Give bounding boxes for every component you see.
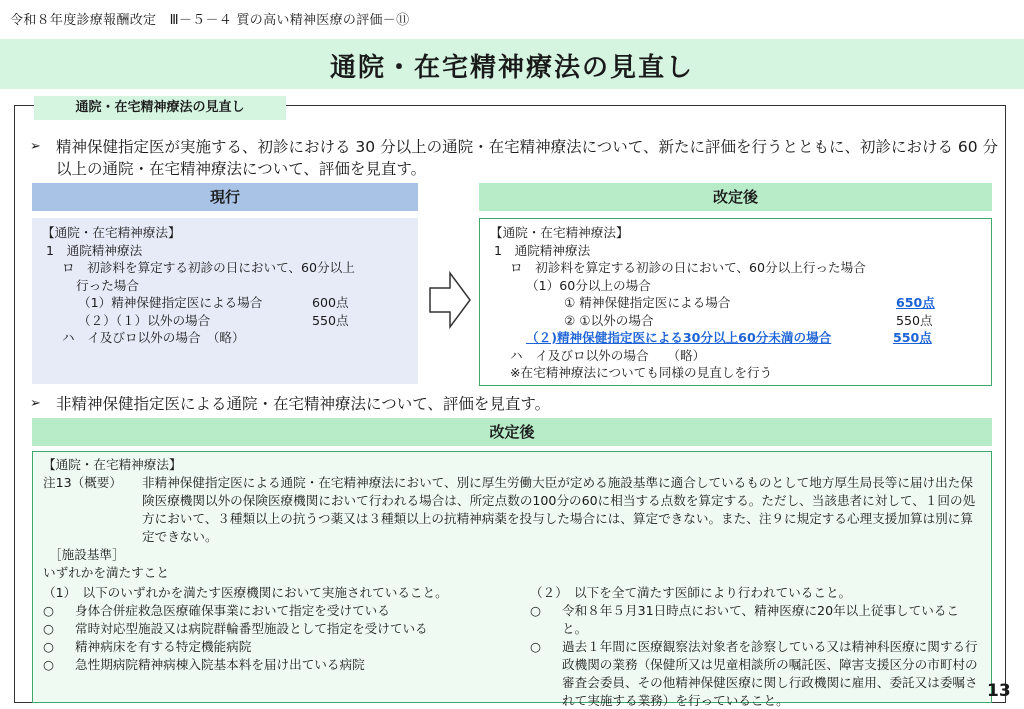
right-arrow-icon	[428, 270, 472, 330]
list-item-text: 令和８年５月31日時点において、精神医療に20年以上従事していること。	[562, 603, 960, 636]
list-item	[43, 656, 523, 674]
current-item-row	[42, 312, 408, 330]
lower-box	[32, 451, 992, 708]
revised-line: ※在宅精神療法についても同様の見直しを行う	[510, 365, 773, 380]
list-item-text: 急性期病院精神病棟入院基本料を届け出ている病院	[75, 657, 365, 672]
revised-item-row	[490, 329, 981, 347]
lower-bracket: 【通院・在宅精神療法】	[43, 457, 182, 472]
circle-bullet-icon: ○	[530, 603, 541, 618]
list-item	[530, 638, 982, 709]
list-item	[43, 602, 523, 620]
current-line: ロ 初診料を算定する初診の日において、60分以上	[62, 260, 355, 275]
revised-points: 550点	[896, 312, 933, 328]
note-label: 注13（概要）	[43, 475, 122, 490]
list-item-text: 身体合併症救急医療確保事業において指定を受けている	[75, 603, 390, 618]
list-item	[43, 620, 523, 638]
revised-line: ② ①以外の場合	[564, 312, 654, 328]
circle-bullet-icon: ○	[43, 639, 54, 654]
lower-heading: 改定後	[32, 418, 992, 446]
criteria-heading: ［施設基準］	[49, 547, 125, 562]
bullet-1	[30, 136, 1002, 180]
current-line: （２）（１）以外の場合	[78, 312, 211, 328]
header-label: 令和８年度診療報酬改定 Ⅲ－５－４ 質の高い精神医療の評価－⑪	[10, 13, 410, 28]
current-heading: 現行	[32, 183, 418, 211]
current-line: 【通院・在宅精神療法】	[42, 225, 181, 240]
bullet-1-text: 精神保健指定医が実施する、初診における 30 分以上の通院・在宅精神療法について、新たに評価を行うとともに、初診における 60 分以上の通院・在宅精神療法について、評価を見直す。	[56, 138, 999, 178]
criteria-lead: いずれかを満たすこと	[43, 565, 169, 580]
criteria-left	[43, 584, 523, 674]
list-item	[530, 602, 982, 638]
page-title: 通院・在宅精神療法の見直し	[329, 53, 694, 83]
revised-item-row	[490, 312, 981, 330]
bullet-2-text: 非精神保健指定医による通院・在宅精神療法について、評価を見直す。	[56, 395, 551, 413]
circle-bullet-icon: ○	[43, 621, 54, 636]
revised-heading: 改定後	[479, 183, 992, 211]
revised-points-new: 650点	[896, 295, 935, 310]
revised-new-item: （２)精神保健指定医による30分以上60分未満の場合	[526, 330, 832, 345]
revised-item-row	[490, 294, 981, 312]
current-points: 600点	[312, 295, 349, 310]
right-heading: （２） 以下を全て満たす医師により行われていること。	[530, 585, 852, 600]
circle-bullet-icon: ○	[530, 639, 541, 654]
revised-line: ロ 初診料を算定する初診の日において、60分以上行った場合	[510, 260, 866, 275]
circle-bullet-icon: ○	[43, 657, 54, 672]
current-line: 行った場合	[76, 277, 139, 293]
revised-line: （1）60分以上の場合	[526, 277, 651, 293]
current-line: （1）精神保健指定医による場合	[78, 295, 263, 310]
current-line: ハ イ及びロ以外の場合 （略）	[62, 330, 245, 345]
title-bar	[0, 39, 1024, 89]
revised-line: ① 精神保健指定医による場合	[564, 295, 731, 310]
revised-points-new: 550点	[893, 330, 932, 345]
revised-line: 1 通院精神療法	[494, 242, 591, 258]
current-line: 1 通院精神療法	[46, 242, 143, 258]
bullet-2	[30, 393, 1002, 415]
current-points: 550点	[312, 312, 349, 328]
revised-line: 【通院・在宅精神療法】	[490, 225, 629, 240]
circle-bullet-icon: ○	[43, 603, 54, 618]
arrow-bullet-icon: ➢	[30, 139, 41, 154]
list-item-text: 過去１年間に医療観察法対象者を診察している又は精神科医療に関する行政機関の業務（保健所又は児童相談所の嘱託医、障害支援区分の市町村の審査会委員、その他精神保健医療に関し行政機関に雇用、委託又は委嘱されて実施する業務）を行っていること。	[562, 639, 978, 708]
list-item	[43, 638, 523, 656]
criteria-right	[530, 584, 982, 709]
section-tag: 通院・在宅精神療法の見直し	[34, 96, 286, 120]
list-item-text: 精神病床を有する特定機能病院	[75, 639, 252, 654]
revised-line: ハ イ及びロ以外の場合 （略）	[510, 347, 706, 363]
note-text: 非精神保健指定医による通院・在宅精神療法において、別に厚生労働大臣が定める施設基準に適合しているものとして地方厚生局長等に届け出た保険医療機関以外の保険医療機関において行われる場合は、所定点数の100分の60に相当する点数を算定する。ただし、当該患者に対して、１回の処方において、３種類以上の抗うつ薬又は３種類以上の抗精神病薬を投与した場合には、算定できない。また、注９に規定する心理支援加算は別に算定できない。	[142, 475, 976, 544]
arrow-bullet-icon: ➢	[30, 396, 41, 411]
page-number: 13	[987, 681, 1011, 701]
revised-box	[479, 218, 992, 386]
current-box	[32, 218, 418, 384]
note-13	[43, 474, 981, 546]
current-item-row	[42, 294, 408, 312]
left-heading: （1） 以下のいずれかを満たす医療機関において実施されていること。	[43, 585, 448, 600]
list-item-text: 常時対応型施設又は病院群輪番型施設として指定を受けている	[75, 621, 428, 636]
